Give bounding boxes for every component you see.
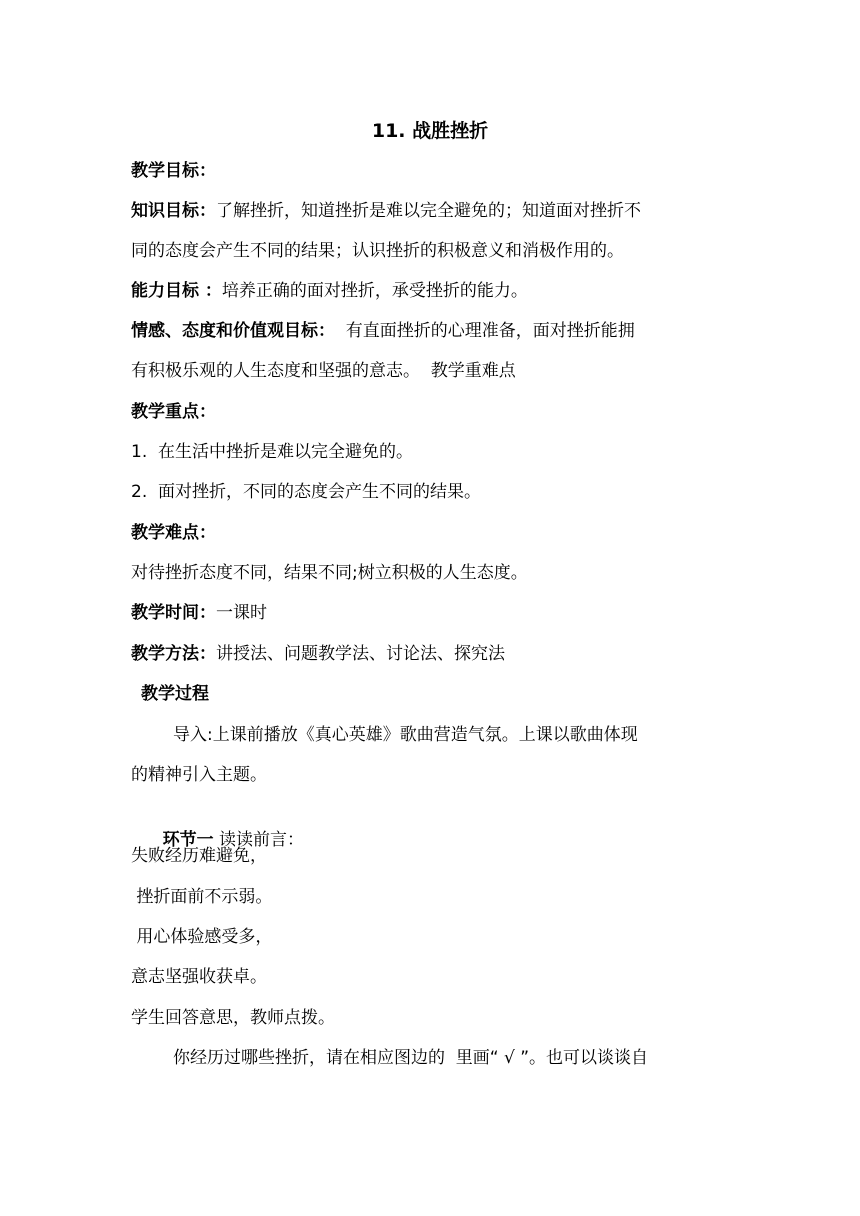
objectives-heading: 教学目标： bbox=[131, 161, 216, 181]
key-point-item-1: 1. 在生活中挫折是难以完全避免的。 bbox=[131, 442, 414, 462]
document-title: 11. 战胜挫折 bbox=[371, 120, 489, 142]
emotion-objective-text-1: 有直面挫折的心理准备，面对挫折能拥 bbox=[335, 321, 635, 341]
teaching-time-text: 一课时 bbox=[216, 603, 267, 623]
section-one-label: 环节一 bbox=[162, 830, 214, 850]
emotion-objective-label: 情感、态度和价值观目标： bbox=[131, 321, 335, 341]
poem-line-2: 挫折面前不示弱。 bbox=[131, 887, 273, 907]
teaching-time bbox=[131, 601, 741, 625]
intro-line-2: 的精神引入主题。 bbox=[131, 765, 267, 785]
emotion-objective-line-2: 有积极乐观的人生态度和坚强的意志。 教学重难点 bbox=[131, 361, 516, 381]
student-answer: 学生回答意思，教师点拨。 bbox=[131, 1008, 335, 1028]
teaching-time-label: 教学时间： bbox=[131, 603, 216, 623]
ability-objective-text: 培养正确的面对挫折，承受挫折的能力。 bbox=[221, 281, 528, 301]
ability-objective-label: 能力目标 ： bbox=[131, 281, 222, 301]
knowledge-objective-line-1 bbox=[131, 199, 741, 223]
teaching-methods-text: 讲授法、问题教学法、讨论法、探究法 bbox=[216, 644, 505, 664]
knowledge-objective-text-1: 了解挫折，知道挫折是难以完全避免的；知道面对挫折不 bbox=[216, 201, 641, 221]
poem-line-4: 意志坚强收获卓。 bbox=[131, 967, 267, 987]
difficulties-heading: 教学难点： bbox=[131, 523, 216, 543]
section-one-text: 读读前言： bbox=[213, 830, 305, 850]
emotion-objective-line-1 bbox=[131, 319, 741, 343]
teaching-methods bbox=[131, 642, 741, 666]
teaching-methods-label: 教学方法： bbox=[131, 644, 216, 664]
poem-line-1: 失败经历难避免， bbox=[131, 846, 267, 866]
knowledge-objective-line-2: 同的态度会产生不同的结果；认识挫折的积极意义和消极作用的。 bbox=[131, 241, 624, 261]
poem-line-3: 用心体验感受多， bbox=[131, 927, 273, 947]
process-heading: 教学过程 bbox=[141, 684, 209, 704]
key-points-heading: 教学重点： bbox=[131, 402, 216, 422]
difficulties-text: 对待挫折态度不同，结果不同;树立积极的人生态度。 bbox=[131, 563, 528, 583]
question-line: 你经历过哪些挫折，请在相应图边的 里画“ √ ”。也可以谈谈自 bbox=[173, 1048, 649, 1068]
intro-line-1: 导入:上课前播放《真心英雄》歌曲营造气氛。上课以歌曲体现 bbox=[173, 725, 638, 745]
ability-objective bbox=[131, 279, 741, 303]
knowledge-objective-label: 知识目标： bbox=[131, 201, 216, 221]
key-point-item-2: 2. 面对挫折，不同的态度会产生不同的结果。 bbox=[131, 482, 482, 502]
